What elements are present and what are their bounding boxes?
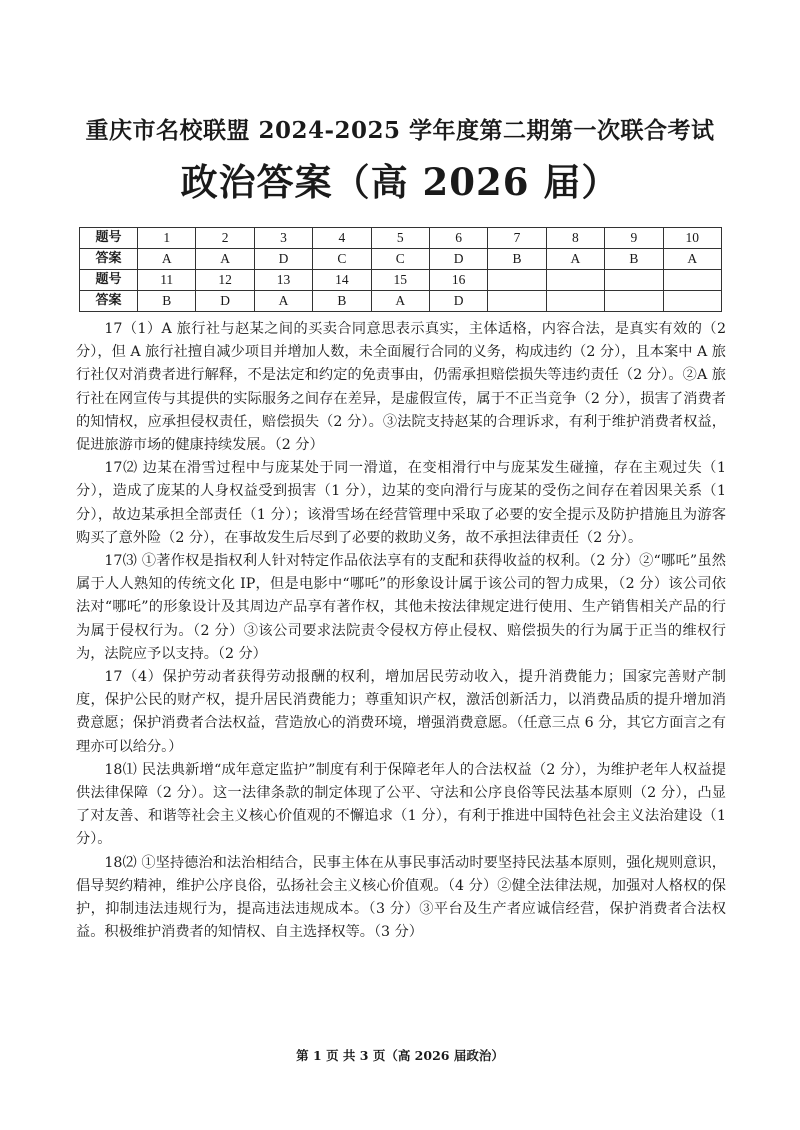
- answer-q18-1: 18⑴ 民法典新增“成年意定监护”制度有利于保障老年人的合法权益（2 分），为维护老年人权益提供法律保障（2 分）。这一法律条款的制定体现了公平、守法和公序良俗等民法基本原则（2 分），凸显了对友善、和谐等社会主义核心价值观的不懈追求（1 分），有利于推进中国特色社会主义法治建设（1 分）。: [76, 761, 726, 848]
- table-cell: A: [663, 249, 721, 270]
- answer-q17-2: 17⑵ 边某在滑雪过程中与庞某处于同一滑道，在变相滑行中与庞某发生碰撞，存在主观过失（1 分），造成了庞某的人身权益受到损害（1 分），边某的变向滑行与庞某的受伤之间存在着因果关系（1 分），故边某承担全部责任（1 分）；该滑雪场在经营管理中采取了必要的安全提示及防护措施且为游客购买了意外险（2 分），在事故发生后尽到了必要的救助义务，故不承担法律责任（2 分）。: [76, 460, 726, 546]
- table-cell: 11: [138, 270, 196, 291]
- answer-q17-3: 17⑶ ①著作权是指权利人针对特定作品依法享有的支配和获得收益的权利。（2 分）②“哪吒”虽然属于人人熟知的传统文化 IP，但是电影中“哪吒”的形象设计属于该公司的智力成果，（2 分）该公司依法对“哪吒”的形象设计及其周边产品享有著作权，其他未按法律规定进行使用、生产销售相关产品的行为属于侵权行为。（2 分）③该公司要求法院责令侵权方停止侵权、赔偿损失的行为属于正当的维权行为，法院应予以支持。（2 分）: [76, 553, 726, 662]
- table-row-question-numbers-2: [80, 270, 722, 291]
- table-cell: D: [429, 249, 487, 270]
- table-cell: [488, 291, 546, 312]
- table-cell: [605, 270, 663, 291]
- table-cell: [605, 291, 663, 312]
- table-cell: 9: [605, 228, 663, 249]
- table-cell: 15: [371, 270, 429, 291]
- table-cell: 7: [488, 228, 546, 249]
- table-cell: D: [196, 291, 254, 312]
- table-cell: 3: [254, 228, 312, 249]
- table-cell: B: [605, 249, 663, 270]
- table-row-answers-2: [80, 291, 722, 312]
- table-cell: 16: [429, 270, 487, 291]
- table-cell: 8: [546, 228, 604, 249]
- table-cell: [663, 291, 721, 312]
- table-cell: [488, 270, 546, 291]
- row-label-question: 题号: [80, 228, 138, 249]
- page-footer: 第 1 页 共 3 页（高 2026 届政治）: [296, 1048, 504, 1063]
- table-cell: B: [138, 291, 196, 312]
- row-label-answer: 答案: [80, 249, 138, 270]
- table-cell: 12: [196, 270, 254, 291]
- table-cell: 1: [138, 228, 196, 249]
- table-row-answers-1: [80, 249, 722, 270]
- table-cell: D: [254, 249, 312, 270]
- table-cell: 2: [196, 228, 254, 249]
- answer-q17-1: 17（1）A 旅行社与赵某之间的买卖合同意思表示真实，主体适格，内容合法，是真实有效的（2 分），但 A 旅行社擅自减少项目并增加人数，未全面履行合同的义务，构成违约（2 分），且本案中 A 旅行社仅对消费者进行解释，不是法定和约定的免责事由，仍需承担赔偿损失等违约责任（2 分）。②A 旅行社在网宣传与其提供的实际服务之间存在差异，是虚假宣传，属于不正当竞争（2 分），损害了消费者的知情权，应承担侵权责任，赔偿损失（2 分）。③法院支持赵某的合理诉求，有利于维护消费者权益，促进旅游市场的健康持续发展。（2 分）: [76, 321, 726, 454]
- table-cell: C: [371, 249, 429, 270]
- table-cell: [663, 270, 721, 291]
- answer-body: [76, 318, 726, 944]
- row-label-question: 题号: [80, 270, 138, 291]
- exam-title: 重庆市名校联盟 2024-2025 学年度第二期第一次联合考试: [85, 117, 715, 144]
- table-cell: B: [313, 291, 371, 312]
- row-label-answer: 答案: [80, 291, 138, 312]
- table-cell: [546, 270, 604, 291]
- table-row-question-numbers-1: [80, 228, 722, 249]
- answer-q18-2: 18⑵ ①坚持德治和法治相结合，民事主体在从事民事活动时要坚持民法基本原则，强化规则意识，倡导契约精神，维护公序良俗，弘扬社会主义核心价值观。（4 分）②健全法律法规，加强对人格权的保护，抑制违法违规行为，提高违法违规成本。（3 分）③平台及生产者应诚信经营，保护消费者合法权益。积极维护消费者的知情权、自主选择权等。（3 分）: [76, 854, 726, 941]
- table-cell: 14: [313, 270, 371, 291]
- table-cell: C: [313, 249, 371, 270]
- table-cell: 13: [254, 270, 312, 291]
- table-cell: B: [488, 249, 546, 270]
- answer-q17-4: 17（4）保护劳动者获得劳动报酬的权利，增加居民劳动收入，提升消费能力；国家完善财产制度，保护公民的财产权，提升居民消费能力；尊重知识产权，激活创新活力，以消费品质的提升增加消费意愿；保护消费者合法权益，营造放心的消费环境，增强消费意愿。（任意三点 6 分，其它方面言之有理亦可以给分。）: [76, 669, 726, 755]
- table-cell: A: [138, 249, 196, 270]
- table-cell: [546, 291, 604, 312]
- table-cell: 6: [429, 228, 487, 249]
- table-cell: D: [429, 291, 487, 312]
- answer-key-title: 政治答案（高 2026 届）: [180, 160, 620, 204]
- answer-table: [79, 227, 722, 312]
- table-cell: A: [546, 249, 604, 270]
- table-cell: 4: [313, 228, 371, 249]
- table-cell: A: [371, 291, 429, 312]
- table-cell: A: [254, 291, 312, 312]
- table-cell: 5: [371, 228, 429, 249]
- table-cell: 10: [663, 228, 721, 249]
- table-cell: A: [196, 249, 254, 270]
